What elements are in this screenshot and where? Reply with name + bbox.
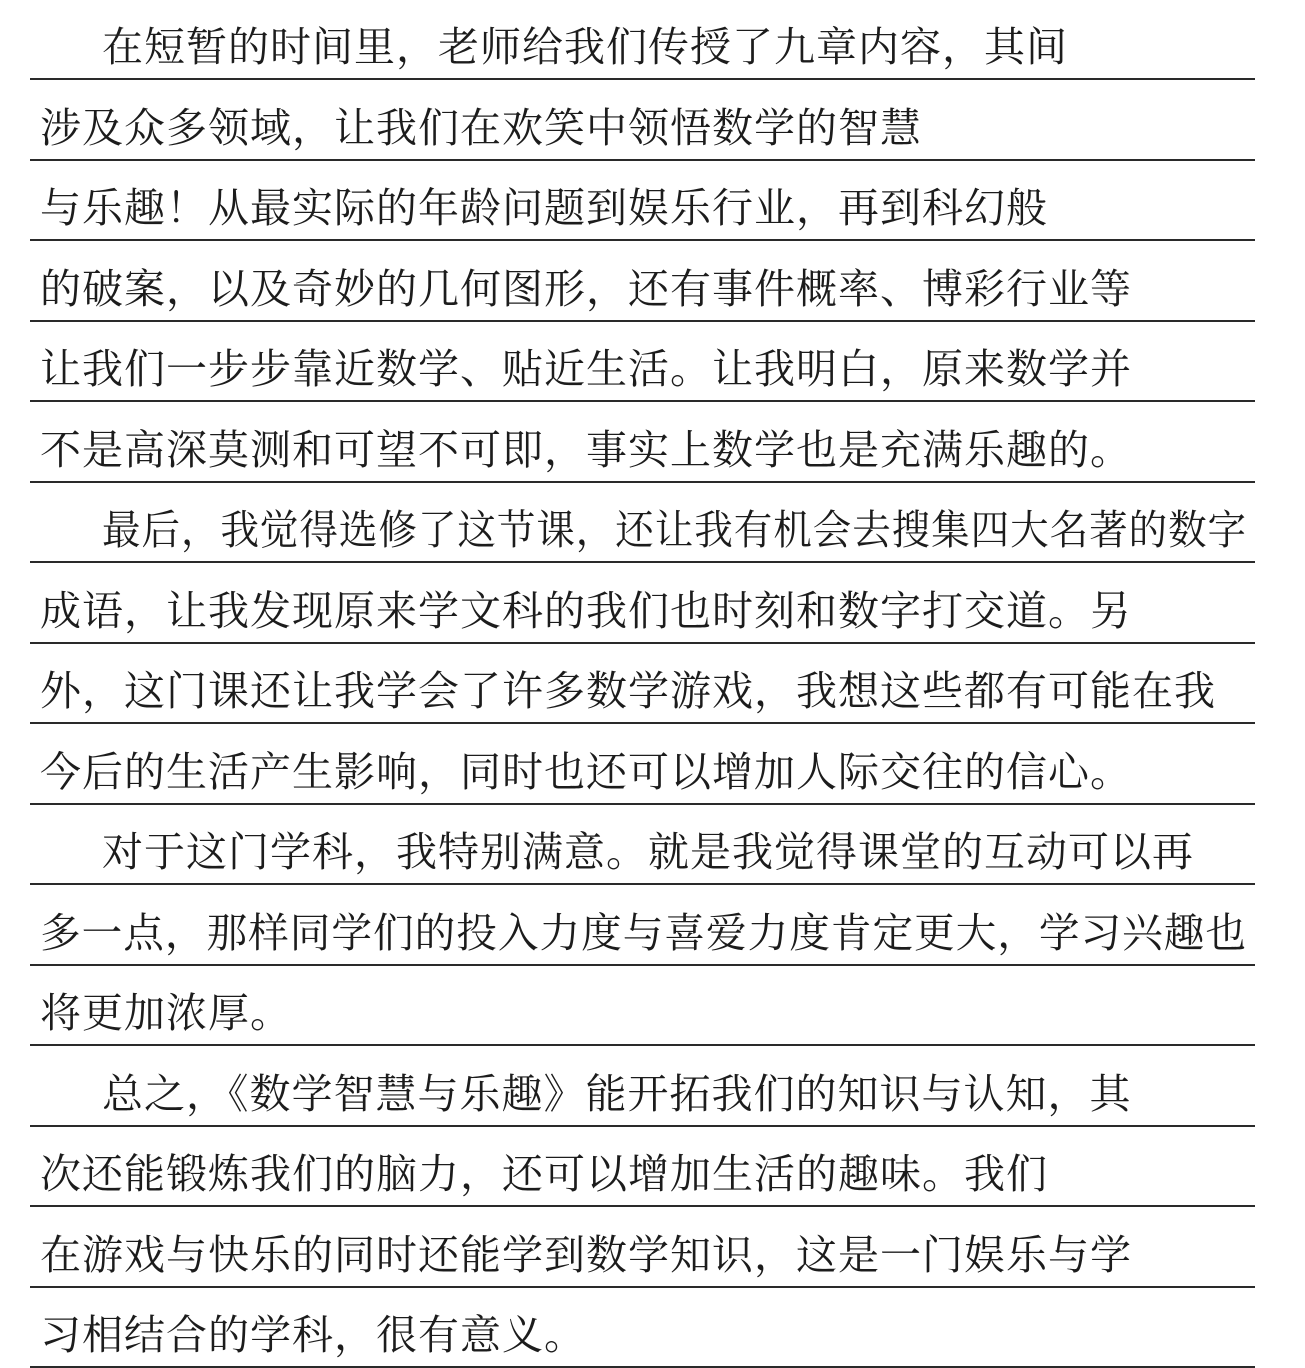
ruled-line bbox=[30, 487, 1255, 563]
handwritten-text-line: 不是高深莫测和可望不可即，事实上数学也是充满乐趣的。 bbox=[40, 425, 1132, 474]
handwritten-text-line: 最后，我觉得选修了这节课，还让我有机会去搜集四大名著的数字 bbox=[102, 506, 1248, 554]
ruled-line bbox=[30, 890, 1255, 966]
handwritten-text-line: 在游戏与快乐的同时还能学到数学知识，这是一门娱乐与学 bbox=[40, 1230, 1132, 1279]
ruled-line bbox=[30, 1292, 1255, 1368]
handwritten-text-line: 次还能锻炼我们的脑力，还可以增加生活的趣味。我们 bbox=[40, 1150, 1048, 1198]
handwritten-text-line: 对于这门学科，我特别满意。就是我觉得课堂的互动可以再 bbox=[102, 828, 1194, 876]
ruled-line bbox=[30, 809, 1255, 885]
ruled-line bbox=[30, 326, 1255, 402]
handwritten-text-line: 的破案，以及奇妙的几何图形，还有事件概率、博彩行业等 bbox=[40, 264, 1132, 313]
ruled-line bbox=[30, 970, 1255, 1046]
ruled-line bbox=[30, 246, 1255, 322]
handwritten-text-line: 涉及众多领域，让我们在欢笑中领悟数学的智慧 bbox=[40, 103, 922, 152]
handwritten-text-line: 多一点，那样同学们的投入力度与喜爱力度肯定更大，学习兴趣也 bbox=[40, 908, 1248, 957]
ruled-line bbox=[30, 4, 1255, 80]
ruled-line bbox=[30, 165, 1255, 241]
handwritten-text-line: 让我们一步步靠近数学、贴近生活。让我明白，原来数学并 bbox=[40, 345, 1132, 393]
handwritten-text-line: 习相结合的学科，很有意义。 bbox=[40, 1311, 586, 1359]
handwritten-text-line: 成语，让我发现原来学文科的我们也时刻和数字打交道。另 bbox=[40, 586, 1132, 635]
ruled-line bbox=[30, 407, 1255, 483]
handwritten-text-line: 在短暂的时间里，老师给我们传授了九章内容，其间 bbox=[102, 23, 1068, 71]
ruled-line bbox=[30, 568, 1255, 644]
handwritten-text-line: 与乐趣！从最实际的年龄问题到娱乐行业，再到科幻般 bbox=[40, 184, 1048, 232]
ruled-line bbox=[30, 85, 1255, 161]
ruled-line bbox=[30, 648, 1255, 724]
ruled-line bbox=[30, 1131, 1255, 1207]
handwritten-text-line: 外，这门课还让我学会了许多数学游戏，我想这些都有可能在我 bbox=[40, 667, 1216, 715]
ruled-line bbox=[30, 1212, 1255, 1288]
handwritten-text-line: 今后的生活产生影响，同时也还可以增加人际交往的信心。 bbox=[40, 747, 1132, 796]
handwritten-text-line: 将更加浓厚。 bbox=[40, 989, 292, 1037]
ruled-line bbox=[30, 1051, 1255, 1127]
handwritten-text-line: 总之，《数学智慧与乐趣》能开拓我们的知识与认知，其 bbox=[102, 1069, 1132, 1118]
ruled-line bbox=[30, 729, 1255, 805]
